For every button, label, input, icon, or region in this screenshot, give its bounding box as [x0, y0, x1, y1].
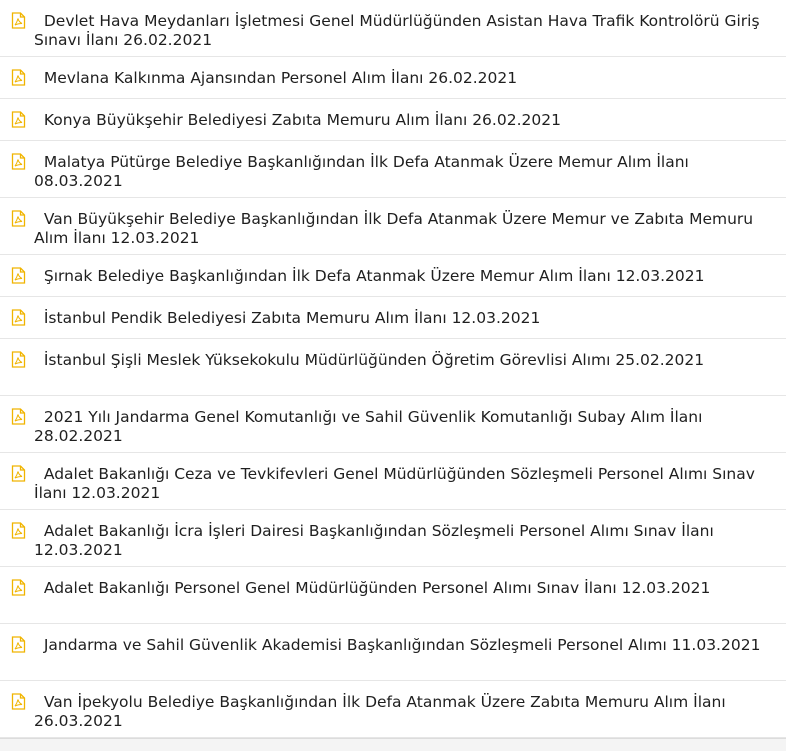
pdf-file-icon [11, 69, 26, 86]
pdf-file-icon [11, 351, 26, 368]
pdf-file-icon [11, 12, 26, 29]
list-item[interactable] [0, 681, 786, 738]
list-item[interactable] [0, 141, 786, 198]
list-item[interactable] [0, 198, 786, 255]
list-item-label: Şırnak Belediye Başkanlığından İlk Defa Atanmak Üzere Memur Alım İlanı 12.03.2021 [43, 267, 705, 285]
list-footer [0, 738, 786, 751]
pdf-file-icon [11, 579, 26, 596]
list-item[interactable] [0, 567, 786, 624]
pdf-file-icon [11, 522, 26, 539]
pdf-file-icon [11, 153, 26, 170]
pdf-file-icon [11, 111, 26, 128]
pdf-file-icon [11, 309, 26, 326]
list-item-label: Van İpekyolu Belediye Başkanlığından İlk Defa Atanmak Üzere Zabıta Memuru Alım İlanı 26.03.2021 [34, 693, 726, 730]
pdf-file-icon [11, 267, 26, 284]
pdf-file-icon [11, 408, 26, 425]
list-item[interactable] [0, 510, 786, 567]
list-item[interactable] [0, 339, 786, 396]
list-item[interactable] [0, 0, 786, 57]
list-item[interactable] [0, 624, 786, 681]
list-item-label: Adalet Bakanlığı Personel Genel Müdürlüğünden Personel Alımı Sınav İlanı 12.03.2021 [43, 579, 711, 597]
list-item-label: İstanbul Pendik Belediyesi Zabıta Memuru Alım İlanı 12.03.2021 [43, 309, 541, 327]
list-item-label: Van Büyükşehir Belediye Başkanlığından İlk Defa Atanmak Üzere Memur ve Zabıta Memuru Alım İlanı 12.03.2021 [34, 210, 754, 247]
list-item-label: Konya Büyükşehir Belediyesi Zabıta Memuru Alım İlanı 26.02.2021 [43, 111, 561, 129]
list-item[interactable] [0, 297, 786, 339]
pdf-file-icon [11, 693, 26, 710]
list-item-label: Mevlana Kalkınma Ajansından Personel Alım İlanı 26.02.2021 [43, 69, 518, 87]
list-item[interactable] [0, 453, 786, 510]
list-item[interactable] [0, 396, 786, 453]
list-item-label: Adalet Bakanlığı Ceza ve Tevkifevleri Genel Müdürlüğünden Sözleşmeli Personel Alımı Sınav İlanı 12.03.2021 [34, 465, 755, 502]
list-item[interactable] [0, 99, 786, 141]
list-item-label: İstanbul Şişli Meslek Yüksekokulu Müdürlüğünden Öğretim Görevlisi Alımı 25.02.2021 [43, 351, 705, 369]
list-item-label: Devlet Hava Meydanları İşletmesi Genel Müdürlüğünden Asistan Hava Trafik Kontrolörü Giriş Sınavı İlanı 26.02.2021 [34, 12, 760, 49]
pdf-file-icon [11, 636, 26, 653]
list-item-label: Jandarma ve Sahil Güvenlik Akademisi Başkanlığından Sözleşmeli Personel Alımı 11.03.2021 [43, 636, 761, 654]
pdf-file-icon [11, 465, 26, 482]
list-item-label: Adalet Bakanlığı İcra İşleri Dairesi Başkanlığından Sözleşmeli Personel Alımı Sınav İlanı 12.03.2021 [34, 522, 714, 559]
list-item-label: 2021 Yılı Jandarma Genel Komutanlığı ve Sahil Güvenlik Komutanlığı Subay Alım İlanı 28.02.2021 [34, 408, 703, 445]
list-item[interactable] [0, 255, 786, 297]
pdf-file-icon [11, 210, 26, 227]
list-item[interactable] [0, 57, 786, 99]
list-item-label: Malatya Pütürge Belediye Başkanlığından İlk Defa Atanmak Üzere Memur Alım İlanı 08.03.2021 [34, 153, 689, 190]
